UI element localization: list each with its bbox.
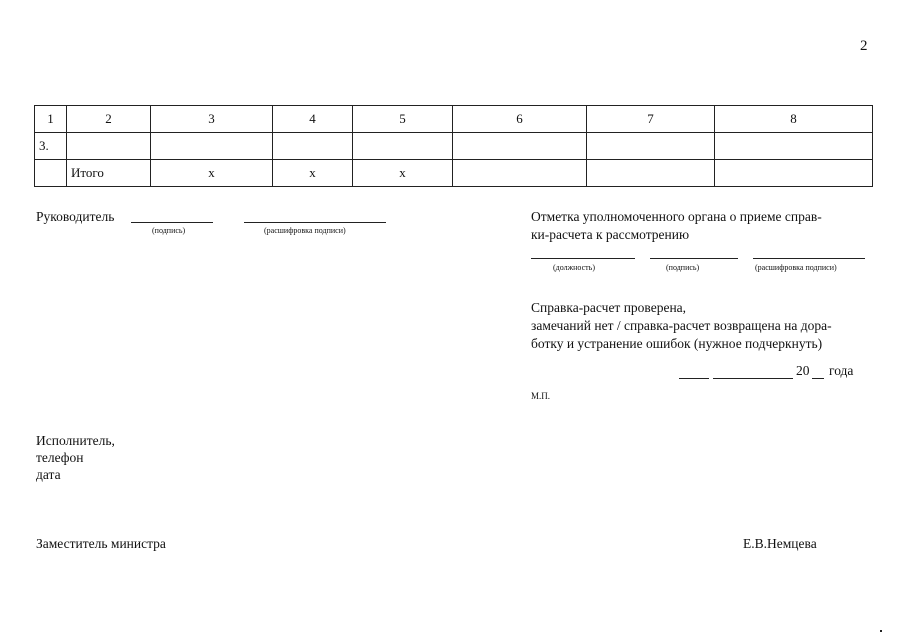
- head-transcript-line: [244, 222, 386, 223]
- header-cell: 7: [587, 106, 715, 133]
- table-cell: [67, 133, 151, 160]
- verification-note-line: замечаний нет / справка-расчет возвращена на дора-: [531, 318, 832, 333]
- header-cell: 4: [273, 106, 353, 133]
- header-cell: 8: [715, 106, 873, 133]
- table-row: [35, 133, 873, 160]
- verification-note-line: ботку и устранение ошибок (нужное подчеркнуть): [531, 336, 823, 351]
- header-cell: 3: [151, 106, 273, 133]
- executor-block: [36, 432, 115, 483]
- table-cell: [453, 160, 587, 187]
- footer-position: Заместитель министра: [36, 536, 166, 551]
- date-month-line: [713, 378, 793, 379]
- executor-label: Исполнитель,: [36, 433, 115, 448]
- summary-table: [34, 105, 873, 187]
- table-cell: x: [353, 160, 453, 187]
- date-year-line: [812, 378, 824, 379]
- header-cell: 5: [353, 106, 453, 133]
- table-header-row: [35, 106, 873, 133]
- header-cell: 2: [67, 106, 151, 133]
- verification-note: [531, 299, 832, 353]
- table-cell: x: [273, 160, 353, 187]
- executor-phone-label: телефон: [36, 450, 84, 465]
- scan-dot: [880, 630, 882, 632]
- date-day-line: [679, 378, 709, 379]
- acceptance-signature-caption: (подпись): [666, 263, 700, 272]
- verification-note-line: Справка-расчет проверена,: [531, 300, 687, 315]
- head-label: Руководитель: [36, 209, 115, 224]
- acceptance-transcript-caption: (расшифровка подписи): [755, 263, 837, 272]
- acceptance-note: [531, 208, 822, 244]
- table-cell: [715, 133, 873, 160]
- stamp-label: М.П.: [531, 391, 551, 401]
- head-signature-caption: (подпись): [152, 226, 186, 235]
- table-cell: 3.: [35, 133, 67, 160]
- position-caption: (должность): [553, 263, 595, 272]
- table-cell: [35, 160, 67, 187]
- table-cell: x: [151, 160, 273, 187]
- table-cell: [715, 160, 873, 187]
- head-signature-line: [131, 222, 213, 223]
- table-cell: [151, 133, 273, 160]
- head-transcript-caption: (расшифровка подписи): [264, 226, 346, 235]
- total-label: Итого: [67, 160, 151, 187]
- date-year: 20: [796, 363, 810, 378]
- table-cell: [453, 133, 587, 160]
- table-cell: [353, 133, 453, 160]
- executor-date-label: дата: [36, 467, 61, 482]
- table-row-total: [35, 160, 873, 187]
- acceptance-note-line: Отметка уполномоченного органа о приеме справ-: [531, 209, 822, 224]
- header-cell: 6: [453, 106, 587, 133]
- header-cell: 1: [35, 106, 67, 133]
- footer-name: Е.В.Немцева: [743, 536, 817, 551]
- table-cell: [587, 160, 715, 187]
- page-number: 2: [860, 38, 868, 54]
- table-cell: [273, 133, 353, 160]
- position-line: [531, 258, 635, 259]
- acceptance-transcript-line: [753, 258, 865, 259]
- table-cell: [587, 133, 715, 160]
- acceptance-note-line: ки-расчета к рассмотрению: [531, 227, 690, 242]
- date-suffix: года: [829, 363, 854, 378]
- acceptance-signature-line: [650, 258, 738, 259]
